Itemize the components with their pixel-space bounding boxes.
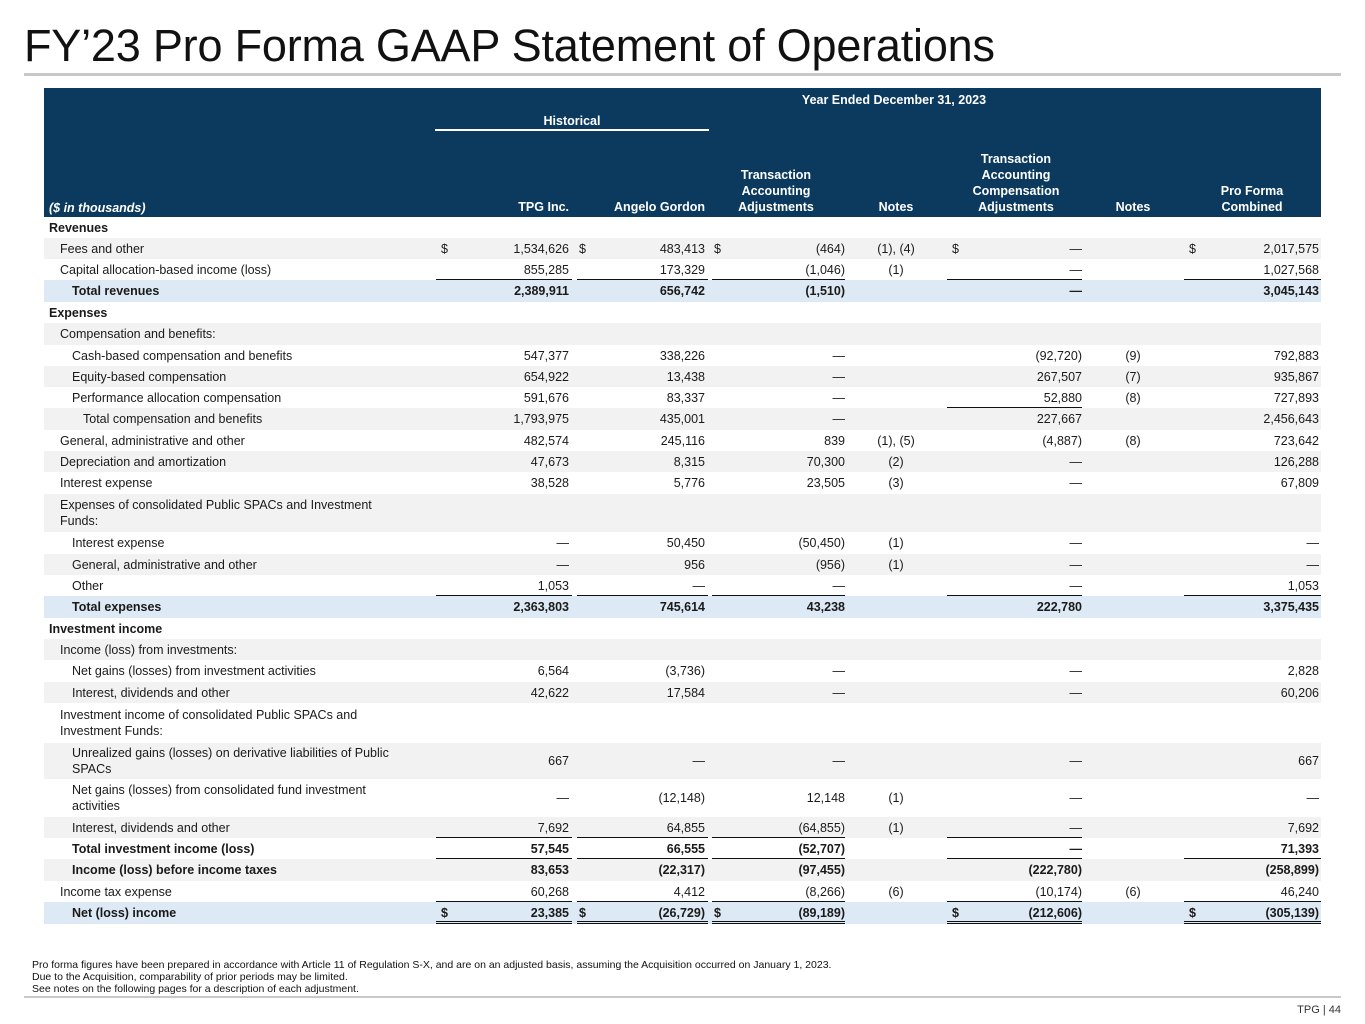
cell-pf: 67,809 xyxy=(1280,476,1319,490)
cell-pf: 1,027,568 xyxy=(1263,262,1319,277)
table-row xyxy=(44,817,1321,838)
col-header-tacca-line3: Compensation xyxy=(972,184,1060,198)
table-row xyxy=(44,408,1321,430)
cell-pf: 126,288 xyxy=(1273,454,1319,469)
row-label: Fees and other xyxy=(60,241,145,256)
cell-pf: 723,642 xyxy=(1273,433,1319,448)
cell-pf: 935,867 xyxy=(1273,369,1319,384)
table-row xyxy=(44,280,1321,302)
cell-tpg: 855,285 xyxy=(523,262,569,277)
col-header-transaction-accounting-compensation-adjustments xyxy=(951,151,1081,215)
cell-tpg: 591,676 xyxy=(523,390,569,405)
cell-taa: — xyxy=(832,685,845,700)
cell-pf: 667 xyxy=(1298,754,1319,768)
col-header-taa-line1: Transaction xyxy=(740,168,812,182)
col-header-pro-forma-combined xyxy=(1202,183,1302,215)
row-label: Total expenses xyxy=(72,600,162,614)
row-label: Income (loss) before income taxes xyxy=(72,863,277,877)
row-label: Performance allocation compensation xyxy=(72,390,282,405)
row-label xyxy=(60,707,414,739)
row-label: Income (loss) from investments: xyxy=(60,642,238,657)
row-label-line: Investment income of consolidated Public SPACs and xyxy=(60,708,358,722)
cell-tacca: 227,667 xyxy=(1036,412,1082,426)
col-header-tacca-line4: Adjustments xyxy=(978,200,1054,214)
cell-tpg: 482,574 xyxy=(523,433,569,448)
cell-tacca: (4,887) xyxy=(1042,433,1082,448)
row-label: General, administrative and other xyxy=(72,557,257,572)
sum-rule xyxy=(1184,921,1321,924)
cell-tpg: 60,268 xyxy=(530,884,569,899)
historical-underline xyxy=(435,129,709,131)
cell-taa: (64,855) xyxy=(798,820,845,835)
cell-tpg: — xyxy=(556,536,569,550)
cell-taa: 839 xyxy=(824,433,845,448)
cell-pf: (258,899) xyxy=(1265,863,1319,877)
currency-symbol: $ xyxy=(714,906,721,920)
currency-symbol: $ xyxy=(952,241,959,256)
cell-ag: 173,329 xyxy=(659,262,705,277)
cell-notes: (9) xyxy=(1125,348,1141,363)
cell-pf: 727,893 xyxy=(1273,390,1319,405)
cell-taa: 43,238 xyxy=(806,600,845,614)
footnote-line-1: Pro forma figures have been prepared in accordance with Article 11 of Regulation S-X, and are on an adjusted basis, assuming the Acquisition occurred on January 1, 2023. xyxy=(32,959,832,971)
title-divider xyxy=(24,73,1341,76)
row-label: Income tax expense xyxy=(60,884,172,899)
cell-ag: 435,001 xyxy=(659,412,705,426)
cell-ag: 17,584 xyxy=(666,685,705,700)
col-header-taa-line3: Adjustments xyxy=(738,200,814,214)
cell-ag: 956 xyxy=(684,557,705,572)
cell-ag: (12,148) xyxy=(658,791,705,805)
col-header-tacca-line1: Transaction xyxy=(980,152,1052,166)
col-header-transaction-accounting-adjustments xyxy=(718,167,834,215)
cell-pf: (305,139) xyxy=(1265,906,1319,920)
cell-ag: — xyxy=(692,578,705,593)
cell-tpg: 7,692 xyxy=(537,820,569,835)
cell-ag: (3,736) xyxy=(665,664,705,678)
cell-tacca: (10,174) xyxy=(1035,884,1082,899)
table-row xyxy=(44,387,1321,408)
table-row xyxy=(44,682,1321,703)
cell-taa: — xyxy=(832,664,845,678)
cell-pf: 3,375,435 xyxy=(1263,600,1319,614)
row-label-line: Unrealized gains (losses) on derivative liabilities of Public xyxy=(72,746,389,760)
cell-notes: (1) xyxy=(888,536,904,550)
cell-notes: (1), (4) xyxy=(877,241,915,256)
cell-pf: — xyxy=(1306,536,1319,550)
table-row xyxy=(44,451,1321,472)
currency-symbol: $ xyxy=(579,241,586,256)
cell-tacca: — xyxy=(1069,791,1082,805)
currency-symbol: $ xyxy=(952,906,959,920)
col-header-pf-line2: Combined xyxy=(1221,200,1283,214)
cell-notes: (2) xyxy=(888,454,904,469)
cell-tpg: 2,389,911 xyxy=(514,284,569,298)
table-row xyxy=(44,323,1321,345)
row-label: Interest, dividends and other xyxy=(72,685,230,700)
cell-ag: 5,776 xyxy=(673,476,705,490)
row-label: Interest, dividends and other xyxy=(72,820,230,835)
footer-divider xyxy=(24,996,1341,998)
page-title: FY’23 Pro Forma GAAP Statement of Operations xyxy=(24,20,995,71)
sum-rule xyxy=(947,921,1082,924)
sum-rule xyxy=(712,921,845,924)
cell-tacca: — xyxy=(1069,664,1082,678)
cell-ag: (26,729) xyxy=(658,906,705,920)
cell-tacca: — xyxy=(1069,454,1082,469)
row-label xyxy=(72,782,414,814)
footnote-line-2: Due to the Acquisition, comparability of prior periods may be limited. xyxy=(32,971,348,983)
cell-tacca: 267,507 xyxy=(1036,369,1082,384)
table-row xyxy=(44,859,1321,881)
cell-pf: 792,883 xyxy=(1273,348,1319,363)
row-label-line: activities xyxy=(72,799,120,813)
cell-ag: 66,555 xyxy=(666,841,705,856)
cell-tpg: 23,385 xyxy=(530,906,569,920)
table-row xyxy=(44,703,1321,743)
cell-ag: 64,855 xyxy=(666,820,705,835)
cell-tacca: — xyxy=(1069,284,1082,298)
cell-pf: 1,053 xyxy=(1287,578,1319,593)
cell-taa: 70,300 xyxy=(806,454,845,469)
col-header-notes-1: Notes xyxy=(878,200,914,214)
cell-tpg: 83,653 xyxy=(530,863,569,877)
row-label: Interest expense xyxy=(60,476,153,490)
currency-symbol: $ xyxy=(1189,241,1196,256)
row-label: Investment income xyxy=(49,621,163,636)
cell-taa: (8,266) xyxy=(805,884,845,899)
cell-notes: (8) xyxy=(1125,390,1141,405)
table-header xyxy=(44,88,1321,217)
cell-pf: 60,206 xyxy=(1280,685,1319,700)
cell-tacca: — xyxy=(1069,262,1082,277)
cell-ag: (22,317) xyxy=(658,863,705,877)
cell-taa: — xyxy=(832,754,845,768)
cell-taa: (89,189) xyxy=(798,906,845,920)
sum-rule xyxy=(436,921,572,924)
cell-tacca: (212,606) xyxy=(1028,906,1082,920)
row-label xyxy=(72,745,414,777)
table-row xyxy=(44,838,1321,859)
table-row xyxy=(44,575,1321,596)
cell-taa: — xyxy=(832,412,845,426)
table-row xyxy=(44,494,1321,532)
row-label: Net (loss) income xyxy=(72,906,177,920)
cell-tpg: 1,793,975 xyxy=(513,412,569,426)
cell-pf: 2,828 xyxy=(1287,664,1319,678)
cell-taa: — xyxy=(832,369,845,384)
page-number: TPG | 44 xyxy=(1297,1004,1341,1016)
cell-pf: — xyxy=(1306,791,1319,805)
cell-notes: (1) xyxy=(888,262,904,277)
col-header-tacca-line2: Accounting xyxy=(981,168,1051,182)
cell-tacca: (222,780) xyxy=(1028,863,1082,877)
cell-taa: (956) xyxy=(815,557,845,572)
row-label-line: Funds: xyxy=(60,514,99,528)
cell-taa: (464) xyxy=(815,241,845,256)
currency-symbol: $ xyxy=(1189,906,1196,920)
cell-taa: 12,148 xyxy=(806,791,845,805)
row-label: Cash-based compensation and benefits xyxy=(72,348,293,363)
row-label: Total investment income (loss) xyxy=(72,841,255,856)
historical-heading: Historical xyxy=(543,114,601,128)
table-row xyxy=(44,779,1321,817)
cell-pf: 71,393 xyxy=(1280,841,1319,856)
table-row xyxy=(44,881,1321,902)
cell-tpg: 1,053 xyxy=(537,578,569,593)
cell-notes: (1) xyxy=(888,820,904,835)
cell-tacca: — xyxy=(1069,685,1082,700)
cell-tacca: — xyxy=(1069,476,1082,490)
row-label: Total revenues xyxy=(72,284,160,298)
cell-notes: (8) xyxy=(1125,433,1141,448)
table-row xyxy=(44,217,1321,238)
cell-pf: — xyxy=(1306,557,1319,572)
row-label-line: SPACs xyxy=(72,762,112,776)
table-row xyxy=(44,430,1321,451)
sum-rule xyxy=(577,921,708,924)
cell-tpg: 547,377 xyxy=(523,348,569,363)
table-row xyxy=(44,660,1321,682)
table-row xyxy=(44,366,1321,387)
cell-ag: 13,438 xyxy=(666,369,705,384)
cell-notes: (6) xyxy=(1125,884,1141,899)
table-row xyxy=(44,472,1321,494)
row-label-line: Investment Funds: xyxy=(60,724,163,738)
cell-tpg: 2,363,803 xyxy=(513,600,569,614)
cell-tacca: (92,720) xyxy=(1035,348,1082,363)
row-label: General, administrative and other xyxy=(60,433,245,448)
cell-tacca: — xyxy=(1069,578,1082,593)
cell-tpg: 38,528 xyxy=(530,476,569,490)
cell-ag: 656,742 xyxy=(659,284,705,298)
cell-tpg: 1,534,626 xyxy=(513,241,569,256)
cell-ag: 745,614 xyxy=(659,600,705,614)
period-heading: Year Ended December 31, 2023 xyxy=(801,93,987,107)
cell-tpg: 47,673 xyxy=(530,454,569,469)
cell-tpg: — xyxy=(556,557,569,572)
cell-ag: 4,412 xyxy=(673,884,705,899)
table-row xyxy=(44,639,1321,660)
col-header-notes-2: Notes xyxy=(1115,200,1151,214)
cell-ag: — xyxy=(692,754,705,768)
cell-notes: (1) xyxy=(888,557,904,572)
table-row xyxy=(44,554,1321,575)
cell-ag: 483,413 xyxy=(659,241,705,256)
cell-notes: (7) xyxy=(1125,369,1141,384)
col-header-pf-line1: Pro Forma xyxy=(1220,184,1284,198)
row-label: Total compensation and benefits xyxy=(83,412,263,426)
cell-tpg: 6,564 xyxy=(537,664,569,678)
cell-notes: (3) xyxy=(888,476,904,490)
row-label: Capital allocation-based income (loss) xyxy=(60,262,272,277)
cell-taa: (1,046) xyxy=(805,262,845,277)
cell-tpg: — xyxy=(556,791,569,805)
cell-taa: (50,450) xyxy=(798,536,845,550)
cell-pf: 2,456,643 xyxy=(1263,412,1319,426)
col-header-tpg: TPG Inc. xyxy=(518,200,569,214)
cell-tacca: 52,880 xyxy=(1043,390,1082,405)
table-row xyxy=(44,902,1321,924)
cell-tacca: — xyxy=(1069,241,1082,256)
cell-ag: 8,315 xyxy=(673,454,705,469)
cell-taa: — xyxy=(832,578,845,593)
col-header-angelo-gordon: Angelo Gordon xyxy=(614,200,705,214)
cell-tacca: — xyxy=(1069,536,1082,550)
cell-tpg: 57,545 xyxy=(530,841,569,856)
cell-pf: 2,017,575 xyxy=(1263,241,1319,256)
cell-taa: (1,510) xyxy=(805,284,845,298)
cell-tacca: — xyxy=(1069,754,1082,768)
table-row xyxy=(44,238,1321,259)
cell-tacca: — xyxy=(1069,820,1082,835)
cell-tacca: — xyxy=(1069,557,1082,572)
table-row xyxy=(44,743,1321,779)
row-label: Compensation and benefits: xyxy=(60,327,216,341)
cell-tacca: 222,780 xyxy=(1036,600,1082,614)
row-label xyxy=(60,497,414,529)
table-row xyxy=(44,532,1321,554)
currency-symbol: $ xyxy=(579,906,586,920)
cell-tpg: 42,622 xyxy=(530,685,569,700)
cell-notes: (6) xyxy=(888,884,904,899)
cell-notes: (1), (5) xyxy=(877,433,915,448)
cell-pf: 7,692 xyxy=(1287,820,1319,835)
cell-taa: (52,707) xyxy=(798,841,845,856)
table-row xyxy=(44,345,1321,366)
col-header-taa-line2: Accounting xyxy=(741,184,811,198)
cell-taa: — xyxy=(832,390,845,405)
currency-symbol: $ xyxy=(441,241,448,256)
cell-pf: 46,240 xyxy=(1280,884,1319,899)
cell-taa: — xyxy=(832,348,845,363)
units-label: ($ in thousands) xyxy=(49,201,146,215)
table-row xyxy=(44,302,1321,323)
row-label-line: Expenses of consolidated Public SPACs and Investment xyxy=(60,498,372,512)
row-label-line: Net gains (losses) from consolidated fund investment xyxy=(72,783,366,797)
table-row xyxy=(44,618,1321,639)
footnote-line-3: See notes on the following pages for a description of each adjustment. xyxy=(32,983,359,995)
cell-tpg: 667 xyxy=(548,754,569,768)
footnotes xyxy=(32,959,831,995)
cell-ag: 83,337 xyxy=(666,390,705,405)
cell-tpg: 654,922 xyxy=(523,369,569,384)
cell-pf: 3,045,143 xyxy=(1263,284,1319,298)
currency-symbol: $ xyxy=(714,241,721,256)
currency-symbol: $ xyxy=(441,906,448,920)
row-label: Other xyxy=(72,578,104,593)
cell-taa: (97,455) xyxy=(798,863,845,877)
cell-tacca: — xyxy=(1069,841,1082,856)
cell-ag: 50,450 xyxy=(666,536,705,550)
cell-notes: (1) xyxy=(888,791,904,805)
row-label: Equity-based compensation xyxy=(72,369,227,384)
row-label: Expenses xyxy=(49,305,108,320)
row-label: Depreciation and amortization xyxy=(60,454,227,469)
cell-ag: 245,116 xyxy=(660,433,705,448)
table-row xyxy=(44,259,1321,280)
table-row xyxy=(44,596,1321,618)
row-label: Net gains (losses) from investment activities xyxy=(72,664,316,678)
row-label: Interest expense xyxy=(72,536,165,550)
cell-taa: 23,505 xyxy=(806,476,845,490)
cell-ag: 338,226 xyxy=(659,348,705,363)
row-label: Revenues xyxy=(49,220,109,235)
